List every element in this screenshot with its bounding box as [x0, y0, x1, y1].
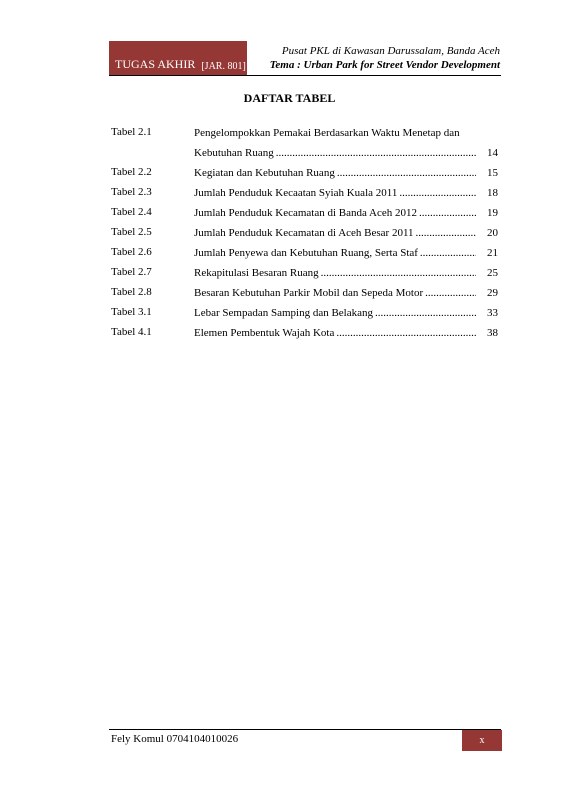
table-entry-title: Jumlah Penduduk Kecamatan di Aceh Besar 2011 [194, 227, 414, 239]
dot-leader [321, 263, 476, 283]
table-entry-title: Jumlah Penyewa dan Kebutuhan Ruang, Serta Staf [194, 247, 418, 259]
table-entry-label: Tabel 2.5 [111, 226, 152, 238]
table-entry[interactable] [111, 223, 498, 243]
table-entry-title: Kegiatan dan Kebutuhan Ruang [194, 167, 335, 179]
table-entry-title: Kebutuhan Ruang [194, 147, 274, 159]
table-entry-label: Tabel 2.1 [111, 126, 152, 138]
header-divider [109, 75, 501, 76]
table-entry-label: Tabel 2.8 [111, 286, 152, 298]
table-entry-label: Tabel 2.2 [111, 166, 152, 178]
dot-leader [276, 143, 476, 163]
table-entry-page: 18 [487, 187, 498, 199]
page-title: DAFTAR TABEL [243, 91, 336, 105]
table-entry-page: 20 [487, 227, 498, 239]
table-entry-label: Tabel 2.4 [111, 206, 152, 218]
table-entry-page: 38 [487, 327, 498, 339]
project-title: Pusat PKL di Kawasan Darussalam, Banda Aceh [281, 45, 500, 57]
table-entry-label: Tabel 4.1 [111, 326, 152, 338]
table-entry[interactable] [111, 203, 498, 223]
table-entry-page: 25 [487, 267, 498, 279]
table-entry-page: 33 [487, 307, 498, 319]
table-entry[interactable] [111, 263, 498, 283]
dot-leader [425, 283, 476, 303]
table-entry[interactable] [111, 303, 498, 323]
course-label: TUGAS AKHIR [115, 57, 196, 71]
table-entry-title: Elemen Pembentuk Wajah Kota [194, 327, 335, 339]
dot-leader [336, 323, 476, 343]
dot-leader [420, 243, 476, 263]
dot-leader [419, 203, 476, 223]
dot-leader [399, 183, 476, 203]
dot-leader [416, 223, 476, 243]
table-entry-title: Lebar Sempadan Samping dan Belakang [194, 307, 374, 319]
footer-divider [109, 729, 501, 730]
page-number-badge [462, 730, 502, 751]
table-entry-label: Tabel 3.1 [111, 306, 152, 318]
table-entry-title: Jumlah Penduduk Kecaatan Syiah Kuala 2011 [194, 187, 398, 199]
footer-author: Fely Komul 0704104010026 [111, 733, 239, 745]
table-entry-page: 19 [487, 207, 498, 219]
table-entry[interactable] [111, 123, 498, 163]
table-entry-page: 29 [487, 287, 498, 299]
table-entry-title: Besaran Kebutuhan Parkir Mobil dan Sepeda Motor [194, 287, 424, 299]
table-entry-page: 14 [487, 147, 498, 159]
table-entry-label: Tabel 2.7 [111, 266, 152, 278]
course-code: [JAR. 801] [201, 61, 246, 72]
dot-leader [375, 303, 476, 323]
table-list [111, 123, 498, 343]
table-entry-label: Tabel 2.3 [111, 186, 152, 198]
header-project-info [270, 44, 500, 72]
table-entry-title: Rekapitulasi Besaran Ruang [194, 267, 319, 279]
dot-leader [337, 163, 476, 183]
table-entry-label: Tabel 2.6 [111, 246, 152, 258]
project-theme: Tema : Urban Park for Street Vendor Development [269, 59, 500, 71]
table-entry-page: 21 [487, 247, 498, 259]
table-entry-title: Jumlah Penduduk Kecamatan di Banda Aceh 2012 [194, 207, 418, 219]
table-entry[interactable] [111, 243, 498, 263]
page-number: x [479, 735, 485, 746]
course-label-box [109, 41, 247, 76]
table-entry[interactable] [111, 283, 498, 303]
table-entry[interactable] [111, 323, 498, 343]
table-entry[interactable] [111, 163, 498, 183]
table-entry-title: Pengelompokkan Pemakai Berdasarkan Waktu Menetap dan [194, 127, 460, 139]
table-entry-page: 15 [487, 167, 498, 179]
table-entry[interactable] [111, 183, 498, 203]
